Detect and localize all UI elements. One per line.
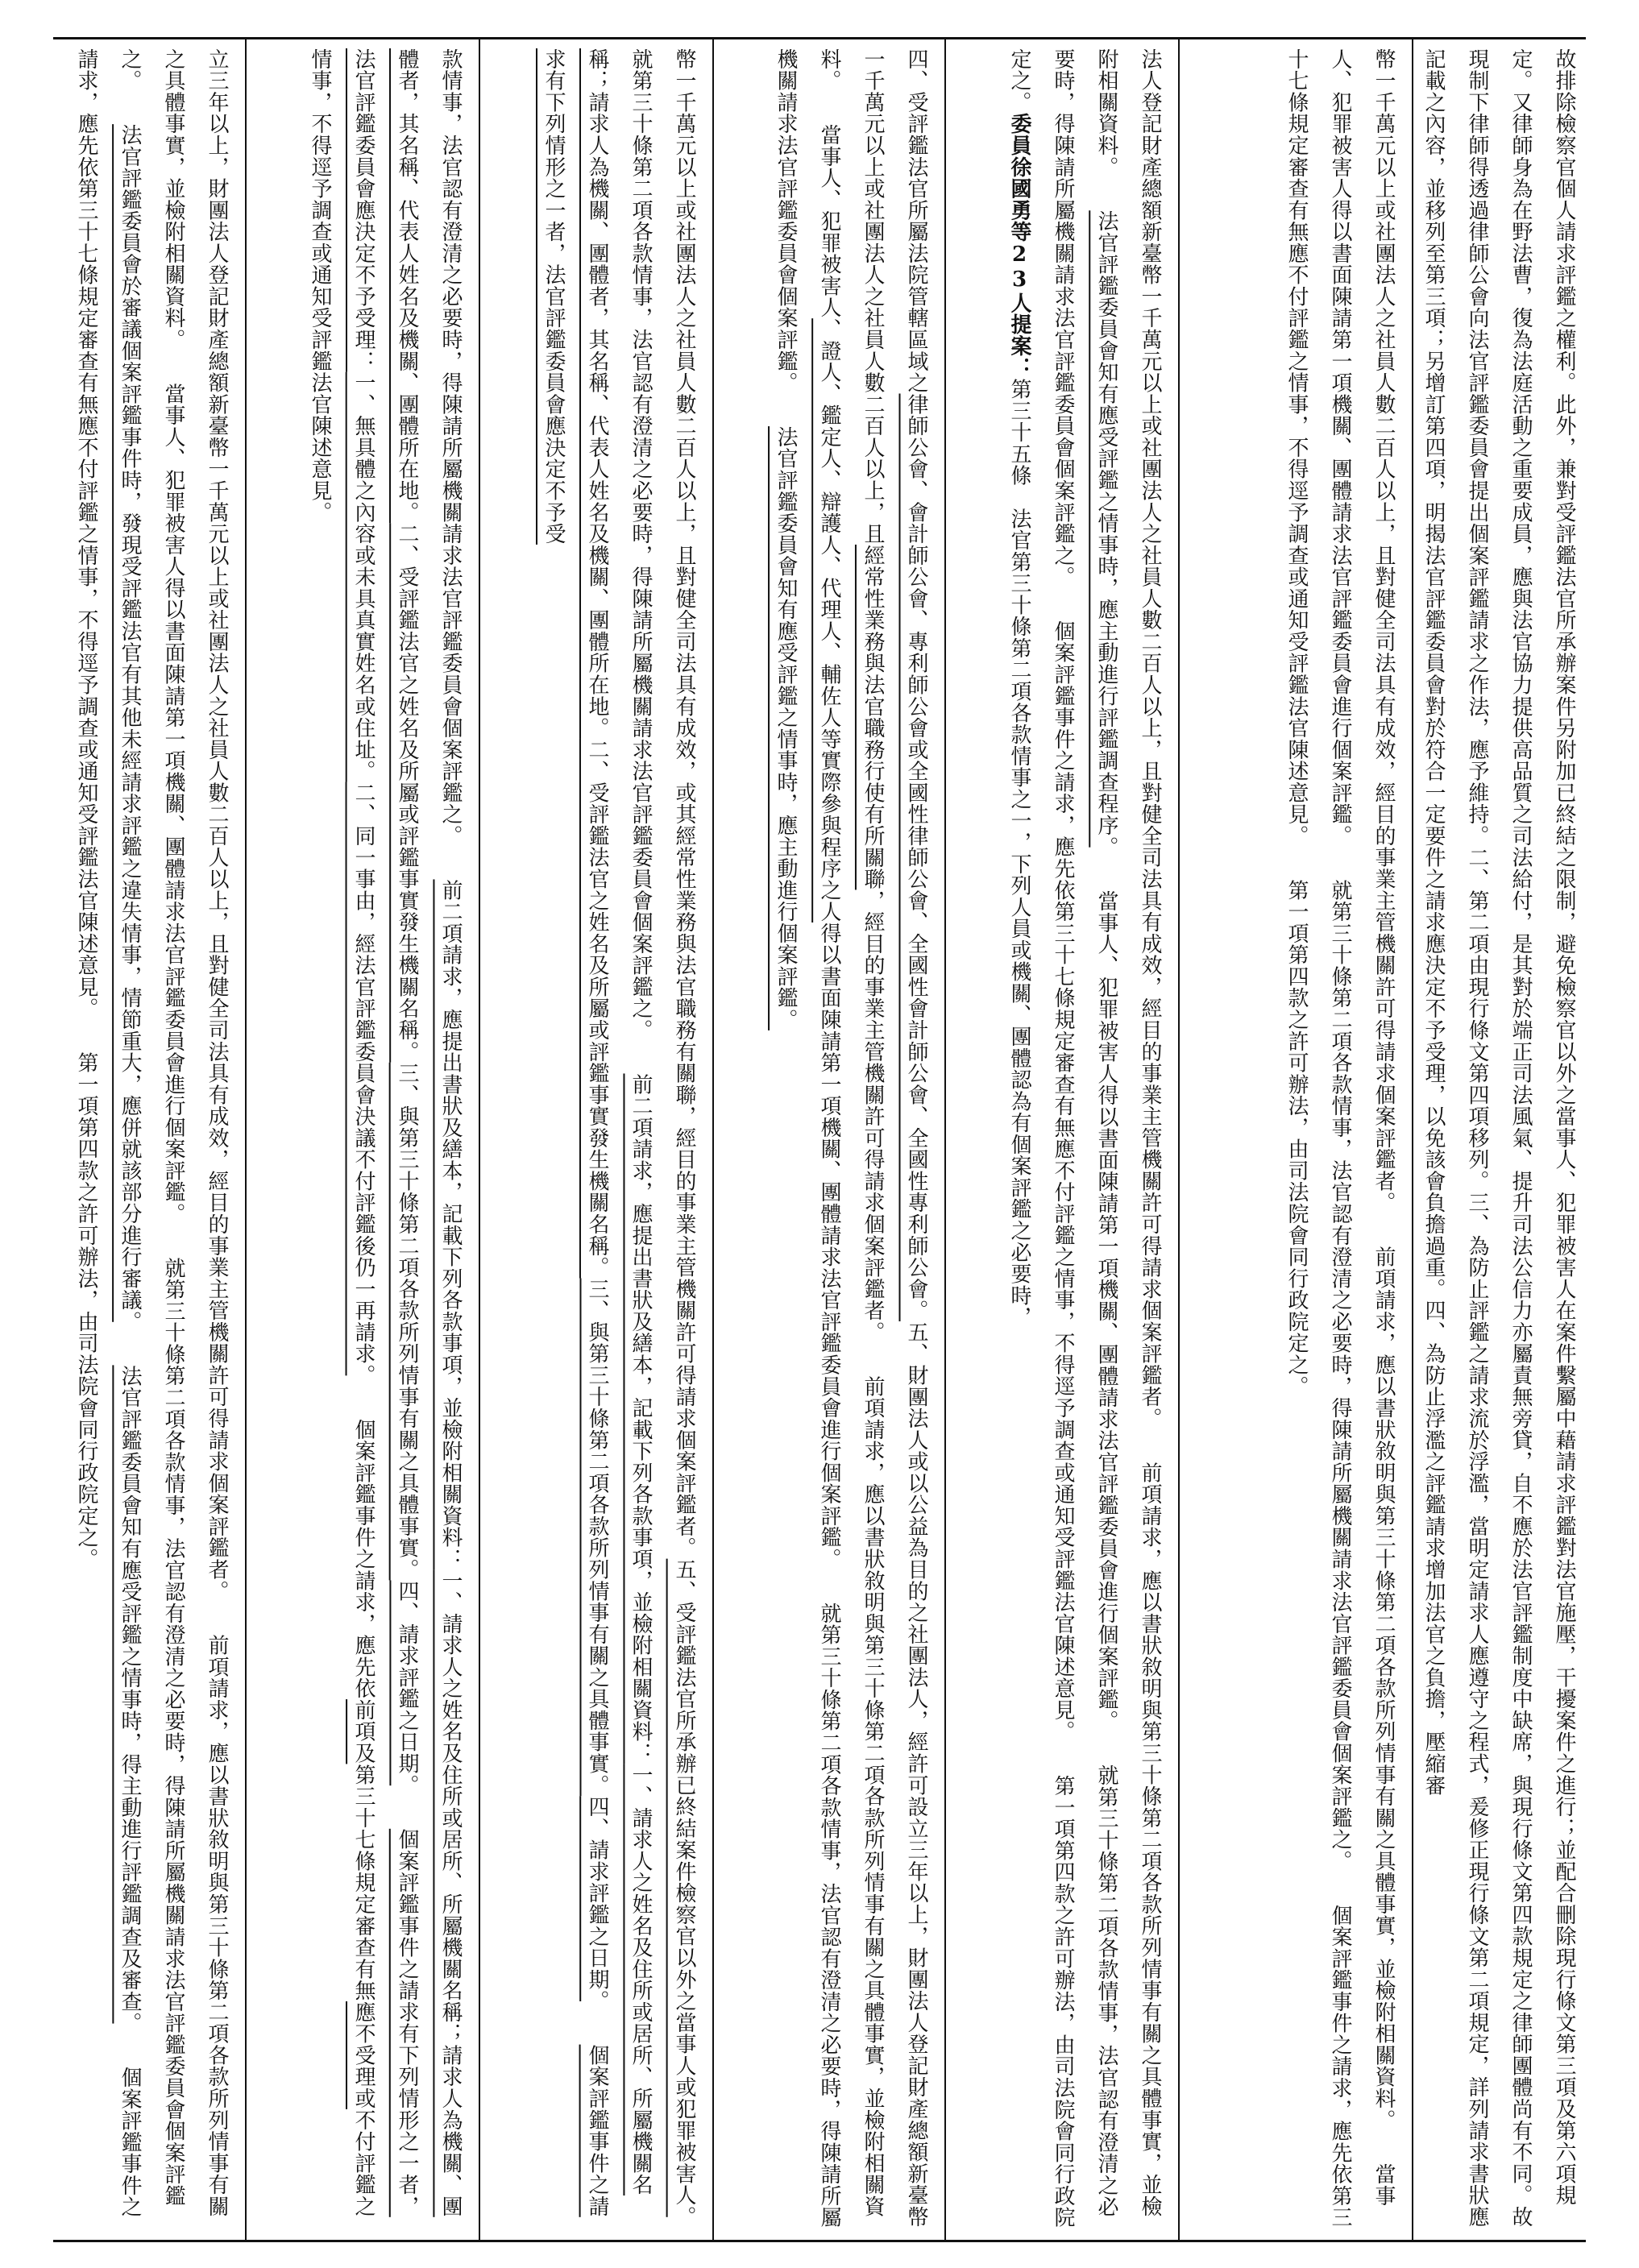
top-rule [53, 37, 1586, 39]
column-text [998, 48, 1172, 2229]
clause-text [629, 1030, 653, 1074]
column-text [764, 48, 938, 2229]
clause-text: 第三十五條 法官第三十條第二項各款情事之一，下列人員或機關、團體認為有個案評鑑之必要時， [1007, 378, 1031, 1329]
column-divider [479, 37, 480, 2240]
clause-text: 當事人、犯罪被害人 [817, 81, 841, 319]
amended-text: 經常性業務與法官職務行使有所關聯 [861, 544, 885, 890]
amended-text: 個案評鑑事件之請求有下列情形之一者，法官評鑑委員會應決定不予受理： [351, 48, 419, 2217]
column-text [1412, 48, 1586, 2229]
amended-text: 二、受評鑑法官之姓名及所屬或評鑑事實發生機關名稱。 [395, 523, 419, 1063]
clause-text: 第一項第四款之許可辦法，由司法院會同行政院定之。 [1007, 48, 1075, 2229]
clause-text: 就第三十條第二項各款情事，法官認有澄清之必要時，得陳請所屬機關請求法官評鑑委員會個案評鑑。 [774, 48, 841, 2229]
amended-text: 四、請求評鑑之日期。 [585, 1796, 609, 2002]
clause-text: 款情事，法官認有澄清之必要時，得陳請所屬機關請求法官評鑑委員會個案評鑑之。 [438, 48, 463, 836]
clause-text [1094, 168, 1118, 211]
clause-text: 幣一千萬元以上或社團法人之社員人數二百人以上，且對健全司法具有成效，經目的事業主管機關許可得請求個案評鑑者。 [1371, 48, 1396, 1204]
clause-text: 四、為防止浮濫之評鑑請求增加法官之負擔，壓縮審 [1421, 1300, 1446, 1797]
column-text [298, 48, 472, 2229]
clause-text [774, 383, 798, 426]
clause-text: 法人登記財產總額新臺幣一千萬元以上或社團法人之社員人數二百人以上，且對健全司法具有成效，經目的事業主管機關許可得請求個案評鑑者。 [1138, 48, 1162, 1419]
clause-text [438, 836, 463, 880]
amended-text: 個案評鑑事件之請求有下列情形之一者，法官評鑑委員會應決定不予受 [541, 48, 609, 2217]
clause-text: 當事人、犯罪被害人得以書面陳請第一項機關、團體請求法官評鑑委員會進行個案評鑑。 [1328, 48, 1396, 2207]
amended-text: 三、與第三十條第二項各款所列情事有關之具體事實。 [585, 1278, 609, 1797]
clause-text [118, 1322, 142, 1366]
text-column-1 [1412, 48, 1586, 2229]
clause-text: 個案評鑑事件之請求，應先依第三十七條規定審查有無應不付評鑑之情事，不得逕予調查或通知受評鑑法官陳述意見。 [74, 48, 142, 2218]
clause-text: 就第三十條第二項各款情事，法官認有澄清之必要時，得陳請所屬機關請求法官評鑑委員會個案評鑑之。 [629, 48, 696, 2261]
clause-text: 前項請求，應以書狀敘明與第三十條第二項各款所列情事有關之具體事實，並檢附相關資料。 [1371, 1203, 1396, 2121]
amended-text: 三、與第三十條第二項各款所列情事有關之具體事實。 [395, 1062, 419, 1581]
text-column-3 [991, 48, 1172, 2229]
amended-text: 一、請求人之姓名及住所或居所、所屬機關名稱；請求人為機關、團體者，其名稱、代表人姓名及機關、團體所在地。 [395, 48, 463, 2217]
text-column-4 [757, 48, 938, 2229]
column-divider [944, 37, 946, 2240]
amended-text: 二、受評鑑法官之姓名及所屬或評鑑事實發生機關名稱。 [585, 738, 609, 1279]
text-column-2 [1223, 48, 1405, 2229]
column-divider [712, 37, 714, 2240]
column-text [532, 48, 706, 2261]
clause-text: 不付評鑑之情事，不得逕予調查或通知受評鑑法官陳述意見。 [308, 48, 376, 2217]
amended-text: 法官評鑑委員會知有應受評鑑之情事時，應主動進行個案評鑑。 [774, 426, 798, 1030]
amended-text: 一、請求人之姓名及住所或居所、所屬機關名稱；請求人為機關、團體者，其名稱、代表人姓名及機關、團體所在地。 [585, 48, 653, 2196]
amended-text: 法官評鑑委員會知有應受評鑑之情事時，得主動進行評鑑調查及審查。 [118, 1365, 142, 2024]
clause-text: 就第三十條第二項各款情事，法官認有澄清之必要時，得陳請所屬機關請求法官評鑑委員會個案評鑑之。 [118, 48, 185, 2207]
amended-text: 前二項請求，應提出書狀及繕本，記載下列各款事項，並檢附相關資料： [629, 1073, 653, 1764]
text-column-5 [525, 48, 706, 2261]
amended-text: 前項及 [351, 1699, 376, 1764]
clause-text: 故排除檢察官個人請求評鑑之權利。此外，兼對受評鑑法官所承辦案件另附加已終結之限制，避免檢察官以外之當事人、犯罪被害人在案件繫屬中藉請求評鑑對法官施壓，干擾案件之進行；並配合刪除現行條文第三項及第六項規定。又律師身為在野法曹，復為法庭活動之重要成員，應與法官協力提供高品質之司法給付，是其對於端正司法風氣、提升司法公信力亦屬責無旁貸，自不應於法官評鑑制度中缺席，與現行條文第四款規定之律師團體尚有不同。故現制下律師得透過律師公會向法官評鑑委員會提出個案評鑑請求之作法，應予維持。 [1465, 48, 1576, 2228]
clause-text: 個案評鑑事件之請求，應先依第三十七條規定審查有無應不付評鑑之情事，不得逕予調查或通知受評鑑法官陳述意見。 [1051, 577, 1075, 1732]
clause-text: 得以書面陳請第一項機關、團體請求法官評鑑委員會進行個案評鑑。 [817, 923, 841, 1560]
column-divider [1178, 37, 1180, 2240]
amended-text: 應不受理或 [351, 2001, 376, 2109]
amended-text: 律師公會、會計師公會、專利師公會或全國性律師公會、全國性會計師公會、全國性專利師公會。 [904, 393, 928, 1322]
clause-text: ，經目的事業主管機關許可得請求個案評鑑者。 [861, 889, 885, 1333]
clause-text: 個案評鑑事件之請求，應先依第三十七條規定審查有無應不付評鑑之情事，不得逕予調查或通知受評鑑法官陳述意見。 [1284, 48, 1352, 2229]
clause-text: 就第三十條第二項各款情事，法官認有澄清之必要時，得陳請所屬機關請求法官評鑑委員會個案評鑑之。 [1328, 835, 1352, 1862]
clause-text: 第三十七條規定審查有無 [351, 1764, 376, 2002]
clause-text: 三、為防止評鑑之請求流於浮濫，當明定請求人應遵守之程式，爰修正現行條文第二項規定，詳列請求書狀應記載之內容，並移列至第三項；另增訂第四項，明揭法官評鑑委員會對於符合一定要件之請求應決定不予受理，以免該會負擔過重。 [1421, 48, 1489, 2228]
clause-text: 前項請求，應以書狀敘明與第三十條第二項各款所列情事有關之具體事實，並檢附相關資料。 [161, 48, 229, 2217]
amended-text: 一、無具體之內容或未具真實姓名或住址。 [351, 371, 376, 782]
clause-text: 個案評鑑事件之請求，應先依 [351, 1375, 376, 1700]
column-text [64, 48, 239, 2229]
amended-text: 前二項請求，應提出書狀及繕本，記載下列各款事項，並檢附相關資料： [438, 879, 463, 1570]
clause-text: 四、受評鑑法官所屬法院管轄區域之 [904, 48, 928, 394]
clause-text: 前項請求，應以書狀敘明與第三十條第二項各款所列情事有關之具體事實，並檢附相關資料。 [1094, 48, 1162, 2217]
amended-text: 、證人、鑑定人、辯護人、代理人、輔佐人等實際參與程序之人 [817, 318, 841, 923]
clause-text: 五、財團法人或以公益為目的之社團法人，經許可設立三年以上，財團法人登記財產總額新臺幣一千萬元以上或社團法人之社員人數二百人以上，且 [861, 48, 928, 2228]
clause-text: 就第三十條第二項各款情事，法官認有澄清之必要時，得陳請所屬機關請求法官評鑑委員會個案評鑑之。 [1051, 48, 1118, 2218]
column-text [1275, 48, 1405, 2229]
clause-text: 前項請求，應以書狀敘明與第三十條第二項各款所列情事有關之具體事實，並檢附相關資料。 [817, 48, 885, 2217]
clause-text: 幣一千萬元以上或社團法人之社員人數二百人以上，且對健全司法具有成效，或其經常性業務與法官職務有關聯，經目的事業主管機關許可得請求個案評鑑者。 [672, 48, 696, 1559]
amended-text: 法官評鑑委員會知有應受評鑑之情事時，應主動進行評鑑調查程序。 [1094, 210, 1118, 848]
clause-text [118, 81, 142, 125]
clause-text: 二、第二項由現行條文第四項移列。 [1465, 846, 1489, 1192]
bottom-rule [53, 2240, 1586, 2242]
clause-text: 當事人、犯罪被害人得以書面陳請第一項機關、團體請求法官評鑑委員會進行個案評鑑。 [161, 339, 185, 1214]
clause-text: 第一項第四款之許可辦法，由司法院會同行政院定之。 [1284, 835, 1309, 1398]
clause-text: 當事人、犯罪被害人得以書面陳請第一項機關、團體請求法官評鑑委員會進行個案評鑑。 [1094, 847, 1118, 1722]
clause-text [585, 2001, 609, 2045]
text-column-6 [292, 48, 472, 2229]
amended-text: 五、受評鑑法官所承辦已終結案件檢察官以外之當事人或犯罪被害人。 [672, 1558, 696, 2217]
clause-text: 第一項第四款之許可辦法，由司法院會同行政院定之。 [74, 1009, 98, 1570]
proposal-heading: 委員徐國勇等23人提案： [1007, 113, 1031, 379]
amended-text: 二、同一事由，經法官評鑑委員會決議不付評鑑後仍一再請求。 [351, 782, 376, 1376]
clause-text [395, 1785, 419, 1829]
amended-text: 四、請求評鑑之日期。 [395, 1580, 419, 1786]
amended-text: 法官評鑑委員會於審議個案評鑑事件時，發現受評鑑法官有其他未經請求評鑑之違失情事，情節重大，應併就該部分進行審議。 [118, 124, 142, 1322]
clause-text: 立三年以上，財團法人登記財產總額新臺幣一千萬元以上或社團法人之社員人數二百人以上，且對健全司法具有成效，經目的事業主管機關許可得請求個案評鑑者。 [205, 48, 229, 1592]
column-divider [245, 37, 247, 2240]
text-column-7 [58, 48, 239, 2229]
